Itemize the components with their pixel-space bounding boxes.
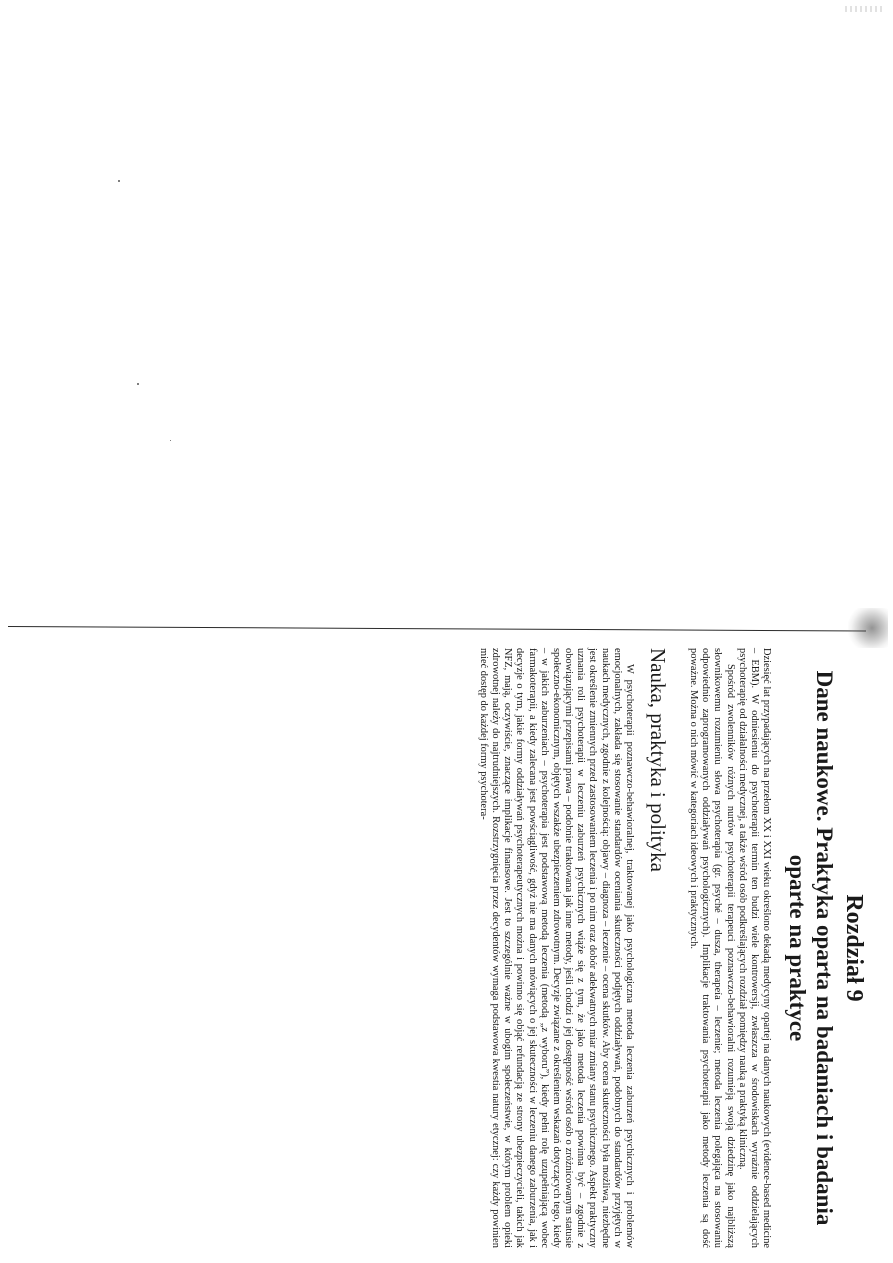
chapter-label: Rozdział 9 bbox=[841, 894, 867, 1002]
scan-artifact bbox=[845, 6, 885, 12]
book-fold-line bbox=[8, 626, 866, 631]
intro-paragraph-2: Spośród zwolenników różnych nurtów psychoterapii terapeuci poznawczo-behawioralni rozumieją swoją dziedzinę jako najbliższą słownikowemu rozumieniu słowa psychoterapia (gr. psyché – dusza, therapeía – leczenie; metoda leczenia polegająca na stosowaniu odpowiednio zaprogramowanych oddziaływań psychologicznych). Implikacje traktowania psychoterapii jako metody leczenia są dość poważne. Można o nich mówić w kategoriach ideowych i praktycznych. bbox=[688, 648, 736, 1248]
scan-dust-speck bbox=[118, 180, 120, 182]
chapter-title: Dane naukowe. Praktyka oparta na badaniach i badania oparte na praktyce bbox=[785, 670, 837, 1226]
section-paragraph-1: W psychoterapii poznawczo-behawioralnej, traktowanej jako psychologiczna metoda leczenia zaburzeń psychicznych i problemów emocjonalnych, zakłada się stosowanie standardów oceniania skuteczności podjętych oddziaływań, podobnych do standardów przyjętych w naukach medycznych, zgodnie z kolejnością: objawy – diagnoza – leczenie – ocena skutków. Aby ocena skuteczności była możliwa, niezbędne jest określenie zmiennych przed zastosowaniem leczenia i po nim oraz dobór adekwatnych miar zmiany stanu psychicznego. Aspekt praktyczny uznania roli psychoterapii w leczeniu zaburzeń psychicznych wiąże się z tym, że jako metoda leczenia powinna być – zgodnie z obowiązującymi przepisami prawa – podobnie traktowana jak inne metody, jeśli chodzi o jej dostępność wśród osób o zróżnicowanym statusie społeczno-ekonomicznym, objętych wszakże ubezpieczeniem zdrowotnym. Decyzje związane z określeniem wskazań dotyczących tego, kiedy – w jakich zaburzeniach – psychoterapia jest podstawową metodą leczenia (metodą „z wyboru”), kiedy pełni rolę uzupełniającą wobec farmakoterapii, a kiedy zalecana jest powściągliwość, gdyż nie ma danych mówiących o jej skuteczności w leczeniu danego zaburzenia, jak i decyzje o tym, jakie formy oddziaływań psychoterapeutycznych można i powinno się objąć refundacją ze strony ubezpieczycieli, takich jak NFZ, mają, oczywiście, znaczące implikacje finansowe. Jest to szczególnie ważne w ubogim społeczeństwie, w którym problem opieki zdrowotnej należy do najtrudniejszych. Rozstrzygnięcia przez decydentów wymaga podstawowa kwestia natury etycznej: czy każdy powinien mieć dostęp do każdej formy psychotera- bbox=[478, 648, 635, 1248]
scan-dust-speck bbox=[170, 440, 171, 441]
intro-paragraph-1: Dziesięć lat przypadających na przełom XX i XXI wieku określono dekadą medycyny opartej na danych naukowych (evidence-based medicine – EBM). W odniesieniu do psychoterapii termin ten budzi wiele kontrowersji, zwłaszcza w środowiskach wyraźnie oddzielających psychoterapię od działalności medycznej, a także wśród osób podkreślających rozdział pomiędzy nauką a praktyką kliniczną. bbox=[736, 648, 772, 1248]
rotated-text-column bbox=[477, 648, 868, 1248]
section-heading: Nauka, praktyka i polityka bbox=[645, 648, 670, 872]
book-spine-shadow bbox=[848, 608, 888, 648]
scan-dust-speck bbox=[137, 383, 139, 385]
